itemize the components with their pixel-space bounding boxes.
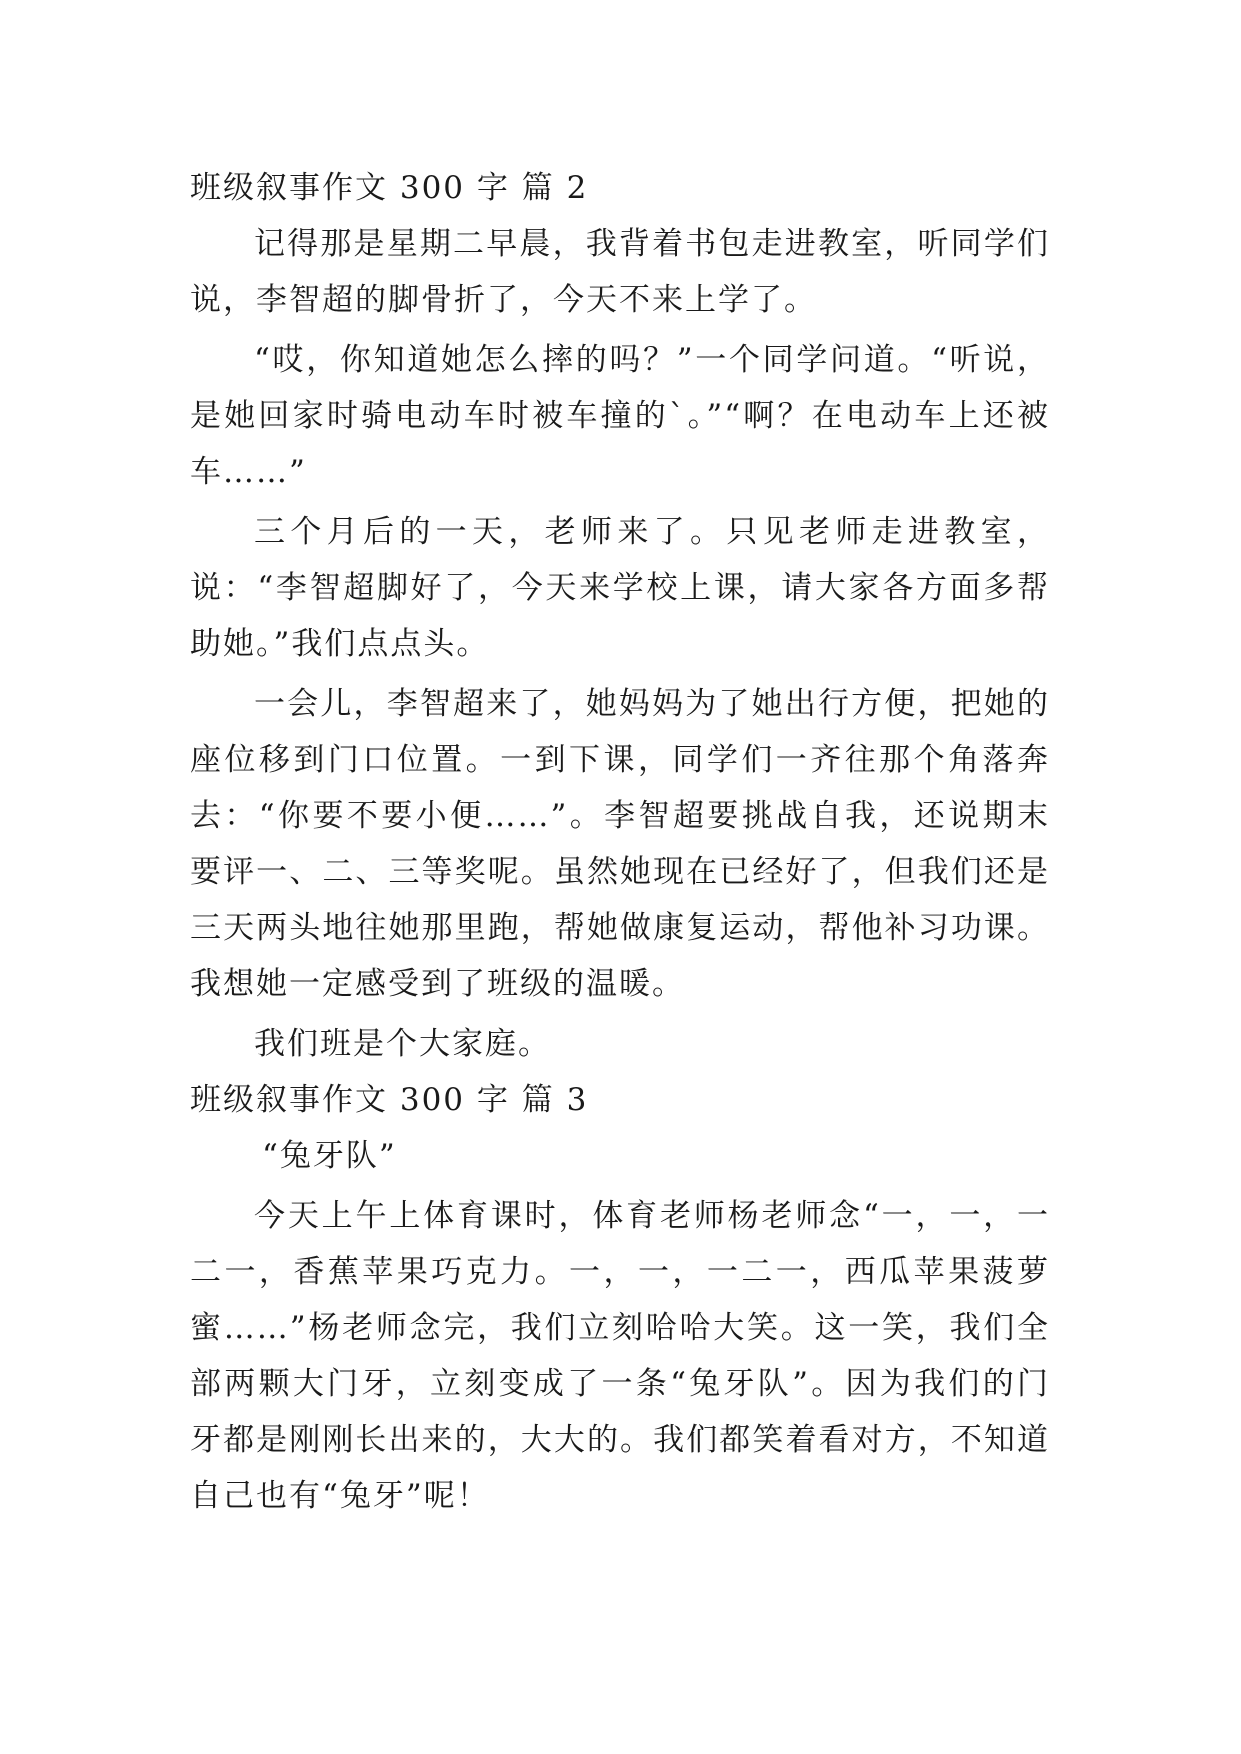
paragraph: “哎，你知道她怎么摔的吗？”一个同学问道。“听说，是她回家时骑电动车时被车撞的`。”“啊？在电动车上还被车……” (190, 342, 1050, 490)
paragraph: 记得那是星期二早晨，我背着书包走进教室，听同学们说，李智超的脚骨折了，今天不来上学了。 (190, 226, 1050, 318)
section-heading-2: 班级叙事作文 300 字 篇 2 (190, 170, 589, 206)
section-heading-3: 班级叙事作文 300 字 篇 3 (190, 1082, 589, 1118)
paragraph: 今天上午上体育课时，体育老师杨老师念“一，一，一二一，香蕉苹果巧克力。一，一，一二一，西瓜苹果菠萝蜜……”杨老师念完，我们立刻哈哈大笑。这一笑，我们全部两颗大门牙，立刻变成了一条“兔牙队”。因为我们的门牙都是刚刚长出来的，大大的。我们都笑着看对方，不知道自己也有“兔牙”呢！ (190, 1198, 1050, 1514)
essay-subtitle: “兔牙队” (262, 1138, 397, 1174)
paragraph: 三个月后的一天，老师来了。只见老师走进教室，说：“李智超脚好了，今天来学校上课，请大家各方面多帮助她。”我们点点头。 (190, 514, 1050, 662)
paragraph: 一会儿，李智超来了，她妈妈为了她出行方便，把她的座位移到门口位置。一到下课，同学们一齐往那个角落奔去：“你要不要小便……”。李智超要挑战自我，还说期末要评一、二、三等奖呢。虽然她现在已经好了，但我们还是三天两头地往她那里跑，帮她做康复运动，帮他补习功课。我想她一定感受到了班级的温暖。 (190, 686, 1050, 1002)
document-body (190, 160, 1050, 1524)
paragraph: 我们班是个大家庭。 (254, 1026, 551, 1062)
